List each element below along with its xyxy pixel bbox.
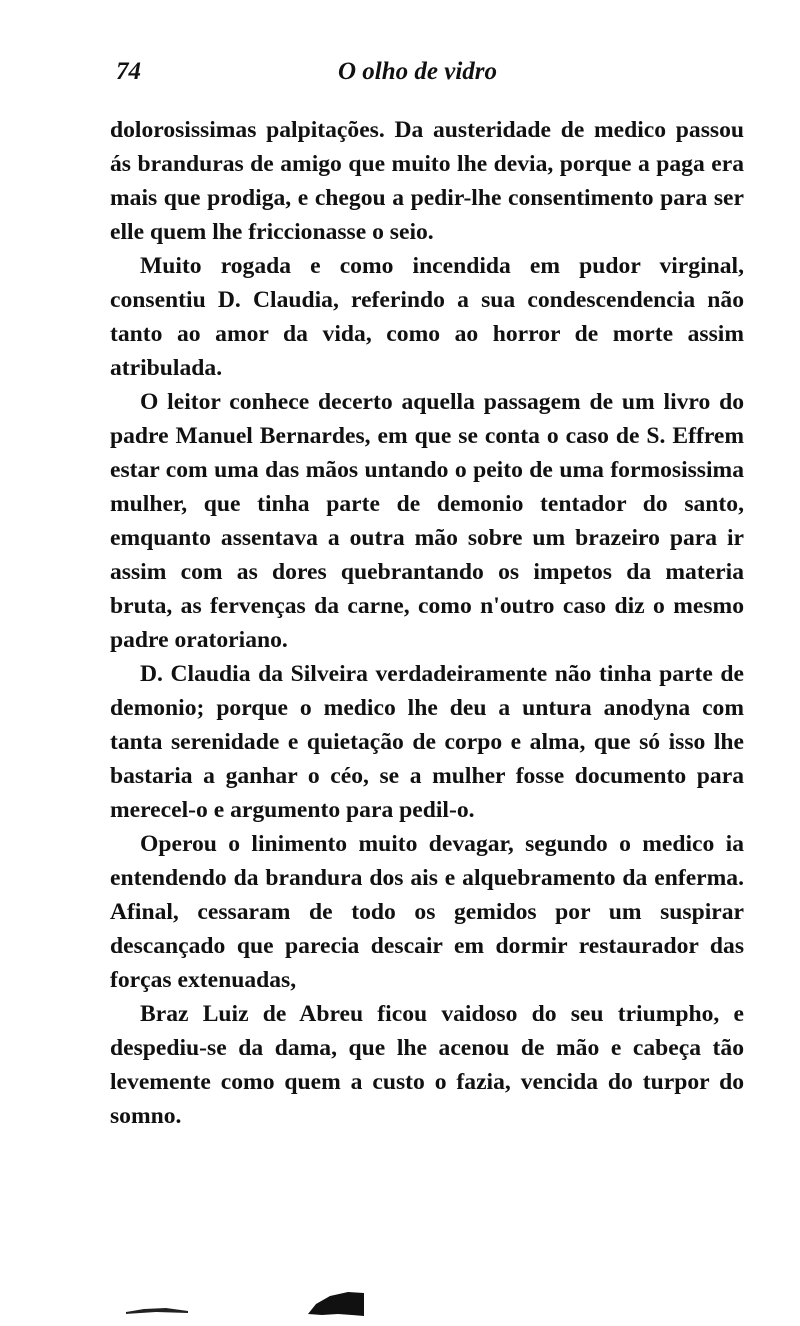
paragraph-2: Muito rogada e como incendida em pudor virginal, consentiu D. Claudia, referindo a sua condescendencia não tanto ao amor da vida, como ao horror de morte assim atribulada. [110,253,744,381]
print-mark-left [126,1302,188,1314]
print-mark-right [308,1290,364,1316]
page-header [110,52,750,96]
paragraph-3: O leitor conhece decerto aquella passagem de um livro do padre Manuel Bernardes, em que se conta o caso de S. Effrem estar com uma das mãos untando o peito de uma formosissima mulher, que tinha parte de demonio tentador do santo, emquanto assentava a outra mão sobre um brazeiro para ir assim com as dores quebrantando os impetos da materia bruta, as fervenças da carne, como n'outro caso diz o mesmo padre oratoriano. [110,389,744,653]
paragraph-6: Braz Luiz de Abreu ficou vaidoso do seu triumpho, e despediu-se da dama, que lhe acenou de mão e cabeça tão levemente como quem a custo o fazia, vencida do turpor do somno. [110,1001,744,1129]
body-text [110,113,744,1133]
paragraph-1: dolorosissimas palpitações. Da austeridade de medico passou ás branduras de amigo que muito lhe devia, porque a paga era mais que prodiga, e chegou a pedir-lhe consentimento para ser elle quem lhe friccionasse o seio. [110,117,744,245]
paragraph-4: D. Claudia da Silveira verdadeiramente não tinha parte de demonio; porque o medico lhe deu a untura anodyna com tanta serenidade e quietação de corpo e alma, que só isso lhe bastaria a ganhar o céo, se a mulher fosse documento para merecel-o e argumento para pedil-o. [110,661,744,823]
page-number: 74 [116,58,141,85]
running-title: O olho de vidro [338,58,498,85]
paragraph-5: Operou o linimento muito devagar, segundo o medico ia entendendo da brandura dos ais e alquebramento da enferma. Afinal, cessaram de todo os gemidos por um suspirar descançado que parecia descair em dormir restaurador das forças extenuadas, [110,831,744,993]
